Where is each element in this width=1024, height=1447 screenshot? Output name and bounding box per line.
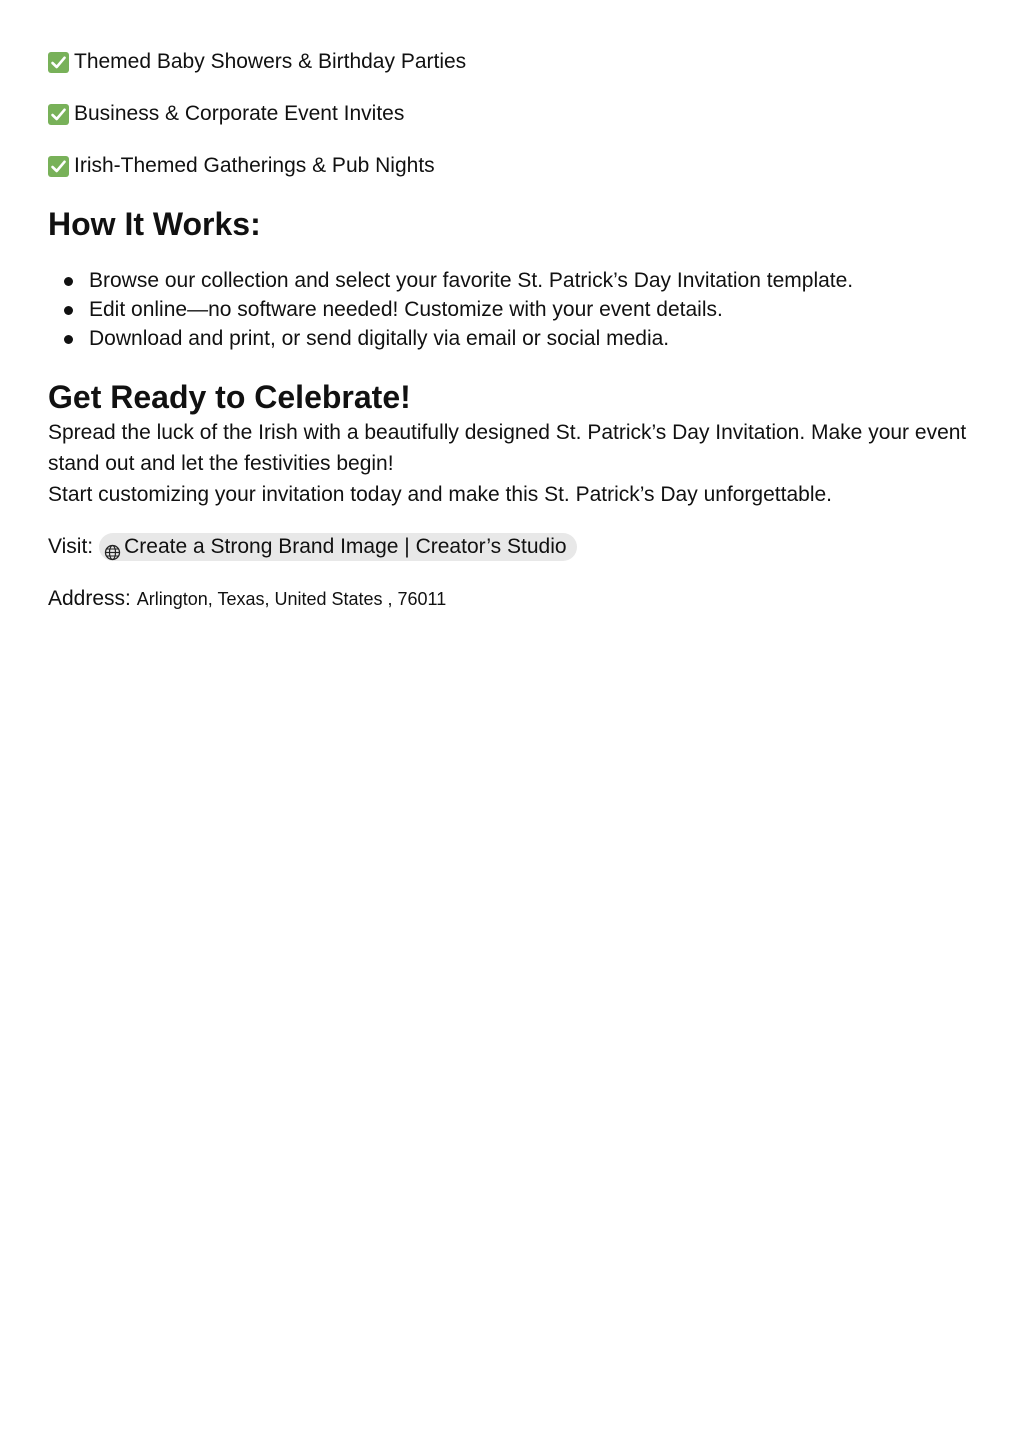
list-item: [48, 266, 978, 295]
address-value: Arlington, Texas, United States , 76011: [136, 589, 447, 609]
steps-list: [48, 266, 978, 353]
checklist-item-label: Irish-Themed Gatherings & Pub Nights: [74, 154, 435, 177]
list-item: [48, 295, 978, 324]
website-link-text: Create a Strong Brand Image | Creator’s Studio: [124, 535, 567, 558]
visit-label: Visit:: [48, 535, 94, 558]
check-mark-icon: [48, 104, 69, 125]
checklist-item-label: Business & Corporate Event Invites: [74, 102, 405, 125]
call-to-action-paragraph: Start customizing your invitation today and make this St. Patrick’s Day unforgettable.: [48, 483, 832, 506]
how-it-works-heading: How It Works:: [48, 206, 261, 242]
check-mark-icon: [48, 52, 69, 73]
checklist-item: [48, 98, 978, 130]
visit-line: [48, 531, 978, 563]
bullet-icon: [64, 335, 73, 344]
address-label: Address:: [48, 587, 131, 610]
website-link-chip[interactable]: [99, 533, 576, 561]
checklist-item: [48, 150, 978, 182]
check-mark-icon: [48, 156, 69, 177]
checklist-item-label: Themed Baby Showers & Birthday Parties: [74, 50, 467, 73]
checklist-item: [48, 46, 978, 78]
bullet-icon: [64, 277, 73, 286]
celebrate-paragraph: Spread the luck of the Irish with a beautifully designed St. Patrick’s Day Invitation. Make your event stand out and let the festivities begin!: [48, 421, 967, 475]
document-page: [48, 46, 978, 615]
globe-icon: [104, 539, 121, 556]
step-text: Download and print, or send digitally via email or social media.: [89, 327, 670, 350]
step-text: Edit online—no software needed! Customize with your event details.: [89, 298, 723, 321]
step-text: Browse our collection and select your favorite St. Patrick’s Day Invitation template.: [89, 269, 854, 292]
bullet-icon: [64, 306, 73, 315]
list-item: [48, 324, 978, 353]
celebrate-heading: Get Ready to Celebrate!: [48, 379, 411, 415]
address-line: [48, 583, 978, 615]
